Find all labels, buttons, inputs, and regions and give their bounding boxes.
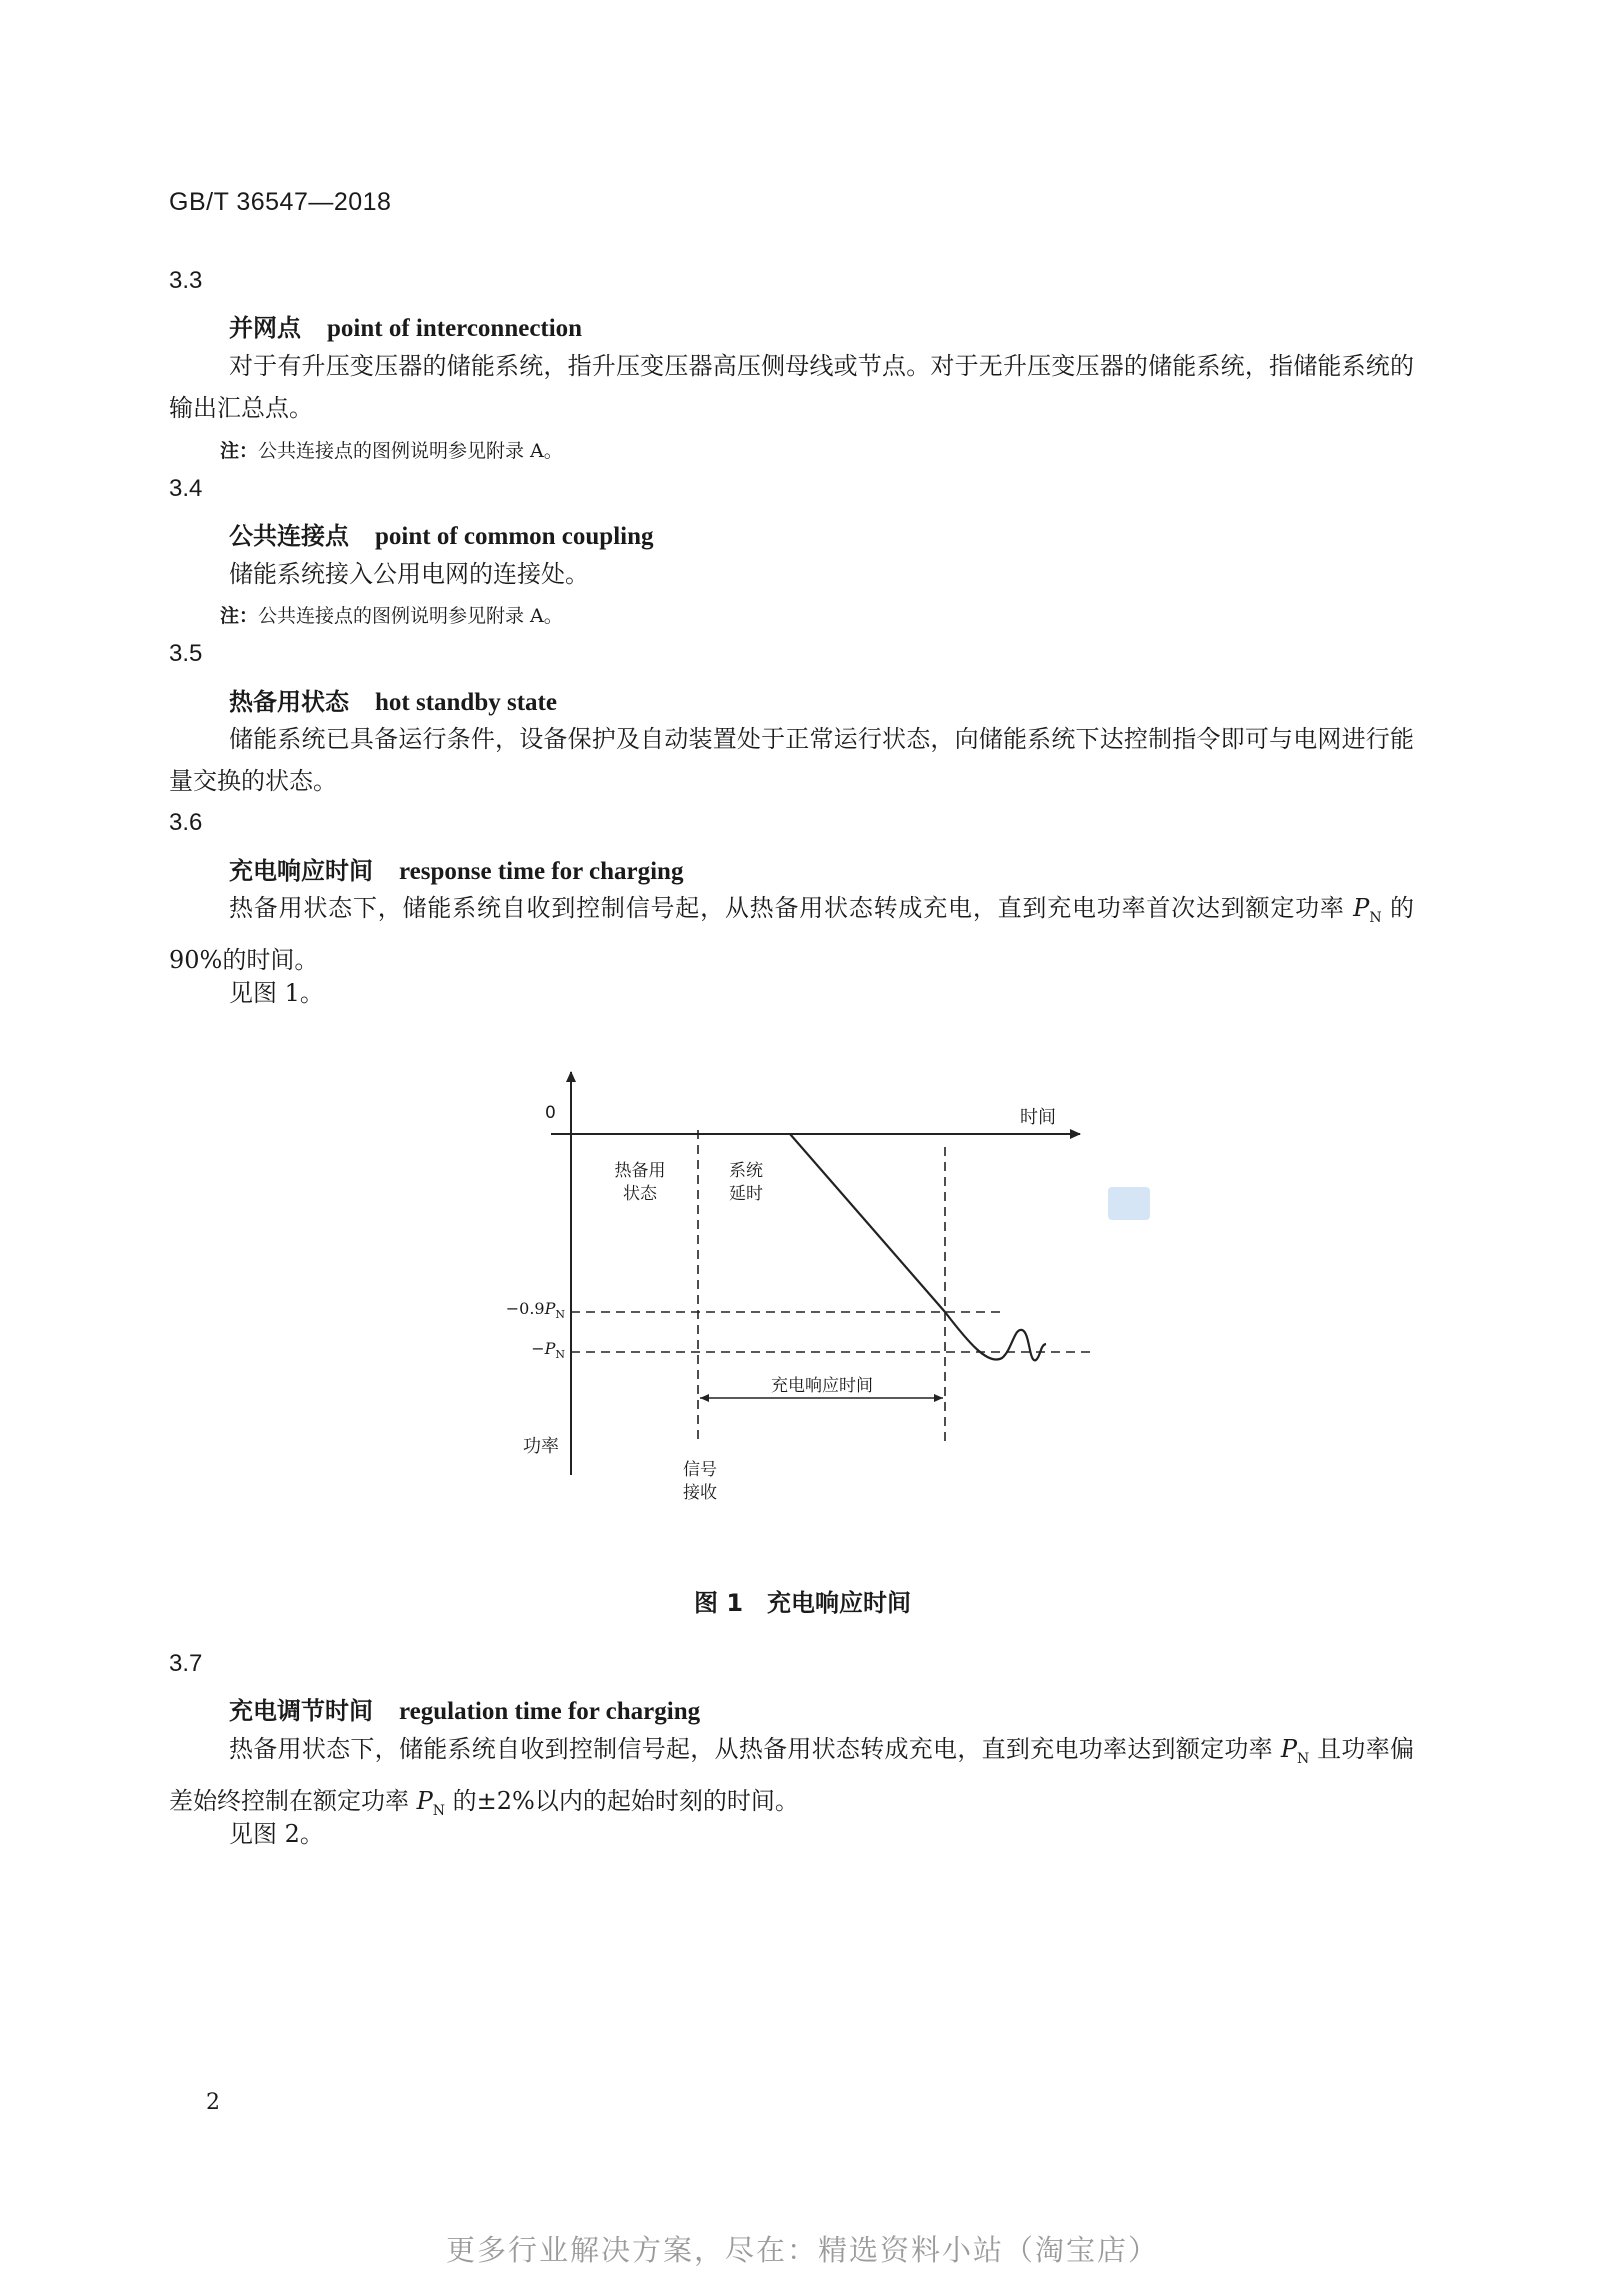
var-p: P (544, 1299, 556, 1318)
term-en: point of interconnection (327, 315, 583, 342)
clause-number-3-7: 3.7 (169, 1650, 203, 1677)
term-en: hot standby state (375, 689, 557, 716)
var-p: P (416, 1786, 433, 1815)
var-n: N (555, 1308, 565, 1322)
para-text: 的 90%的时间。 (169, 894, 1414, 974)
figure-1-caption (0, 1583, 1605, 1618)
x-axis-label: 时间 (1020, 1107, 1056, 1128)
clause-number-3-5: 3.5 (169, 640, 203, 667)
clause-number-3-3: 3.3 (169, 267, 203, 294)
term-zh: 公共连接点 (229, 522, 349, 550)
hot-standby-region-label (600, 1160, 680, 1206)
definition-3-4: 储能系统接入公用电网的连接处。 (229, 560, 589, 588)
region-label-line: 延时 (729, 1184, 763, 1204)
term-3-7 (229, 1691, 700, 1726)
system-delay-region-label (706, 1160, 786, 1206)
para-text: 热备用状态下，储能系统自收到控制信号起，从热备用状态转成充电，直到充电功率达到额定功率 (229, 1735, 1281, 1763)
note-label: 注： (220, 605, 259, 627)
level-prefix: −0.9 (505, 1299, 545, 1318)
watermark-logo (1108, 1187, 1150, 1220)
definition-3-5: 储能系统已具备运行条件，设备保护及自动装置处于正常运行状态，向储能系统下达控制指令即可与电网进行能量交换的状态。 (169, 725, 1414, 795)
level-pn-label (485, 1339, 565, 1361)
footer-advert: 更多行业解决方案，尽在：精选资料小站（淘宝店） (445, 2233, 1159, 2267)
note-label: 注： (220, 440, 259, 462)
page-number: 2 (206, 2090, 220, 2115)
term-zh: 充电调节时间 (229, 1697, 373, 1725)
term-en: regulation time for charging (399, 1698, 701, 1725)
var-n: N (555, 1348, 565, 1362)
var-n: N (432, 1802, 446, 1819)
para-text: 热备用状态下，储能系统自收到控制信号起，从热备用状态转成充电，直到充电功率首次达到额定功率 (229, 894, 1354, 922)
response-time-span-label: 充电响应时间 (771, 1376, 873, 1396)
var-p: P (1280, 1735, 1297, 1763)
signal-received-label (650, 1459, 750, 1505)
signal-label-line: 信号 (683, 1460, 717, 1480)
note-text: 公共连接点的图例说明参见附录 A。 (258, 605, 563, 627)
clause-number-3-6: 3.6 (169, 809, 203, 836)
var-p: P (544, 1339, 556, 1358)
term-zh: 充电响应时间 (229, 857, 373, 885)
see-figure-2: 见图 2。 (229, 1820, 324, 1848)
clause-number-3-4: 3.4 (169, 475, 203, 502)
term-zh: 并网点 (229, 314, 301, 342)
para-text: 且功率偏差始终控制在额定功率 (169, 1735, 1414, 1815)
caption-number: 图 1 (693, 1589, 744, 1617)
var-p: P (1353, 894, 1370, 922)
note-text: 公共连接点的图例说明参见附录 A。 (258, 440, 563, 462)
definition-3-3: 对于有升压变压器的储能系统，指升压变压器高压侧母线或节点。对于无升压变压器的储能系统，指储能系统的输出汇总点。 (169, 352, 1414, 422)
var-n: N (1369, 909, 1382, 926)
level-09pn-label (485, 1299, 565, 1321)
signal-label-line: 接收 (683, 1483, 717, 1503)
region-label-line: 系统 (729, 1161, 763, 1181)
para-text: 的±2%以内的起始时刻的时间。 (445, 1786, 799, 1815)
y-axis-label: 功率 (523, 1436, 559, 1457)
caption-title: 充电响应时间 (767, 1589, 912, 1617)
var-n: N (1297, 1750, 1310, 1767)
standard-code: GB/T 36547—2018 (169, 188, 392, 216)
power-curve (790, 1134, 1046, 1360)
region-label-line: 状态 (623, 1184, 657, 1204)
see-figure-1: 见图 1。 (229, 979, 324, 1007)
region-label-line: 热备用 (614, 1161, 666, 1181)
term-en: response time for charging (399, 858, 684, 885)
level-prefix: − (531, 1339, 545, 1358)
term-en: point of common coupling (375, 523, 654, 550)
term-zh: 热备用状态 (229, 688, 349, 716)
origin-label: 0 (545, 1103, 556, 1123)
